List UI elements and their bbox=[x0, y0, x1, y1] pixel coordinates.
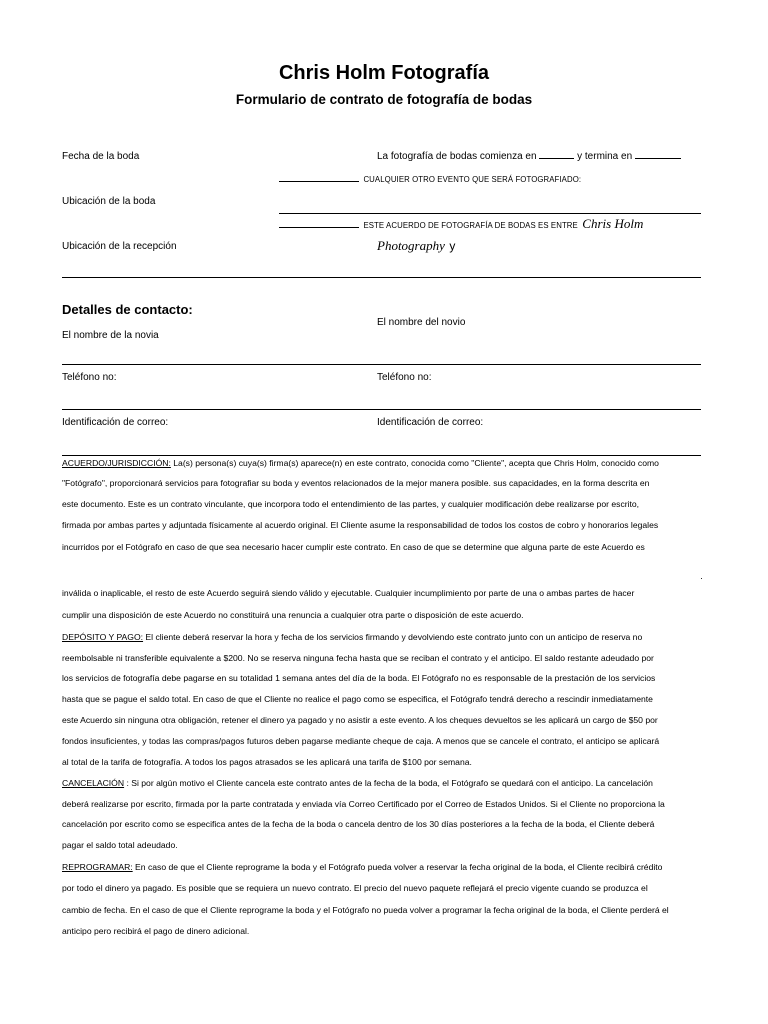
ends-text: y termina en bbox=[577, 151, 633, 162]
document-subtitle: Formulario de contrato de fotografía de bodas bbox=[235, 92, 533, 107]
location-line[interactable] bbox=[279, 213, 701, 214]
document-title: Chris Holm Fotografía bbox=[278, 62, 489, 84]
names-line[interactable] bbox=[62, 364, 701, 365]
reschedule-heading: REPROGRAMAR: bbox=[62, 862, 133, 872]
agreement-line: ACUERDO/JURISDICCIÓN: La(s) persona(s) cuya(s) firma(s) aparece(n) en este contrato, conocida como "Cliente", acepta que Chris Holm, conocido como bbox=[62, 458, 659, 468]
cancellation-line: pagar el saldo total adeudado. bbox=[62, 840, 178, 850]
bride-name-label: El nombre de la novia bbox=[62, 330, 159, 341]
stray-dot-mark: · bbox=[700, 573, 703, 583]
reschedule-line: REPROGRAMAR: En caso de que el Cliente reprograme la boda y el Fotógrafo pueda volver a reservar la fecha original de la boda, el Cliente recibirá crédito bbox=[62, 862, 663, 872]
cancellation-heading: CANCELACIÓN bbox=[62, 778, 125, 788]
agreement-line: "Fotógrafo", proporcionará servicios para fotografiar su boda y eventos relacionados de la mejor manera posible. sus capacidades, en la forma descrita en bbox=[62, 478, 650, 488]
groom-email-label: Identificación de correo: bbox=[377, 417, 484, 428]
company-name-part2: Photography bbox=[377, 238, 445, 253]
deposit-line: hasta que se pague el saldo total. En caso de que el Cliente no realice el pago como se especifica, el Fotógrafo tendrá derecho a rescindir inmediatamente bbox=[62, 694, 653, 704]
other-event-row bbox=[279, 169, 581, 187]
wedding-date-label: Fecha de la boda bbox=[62, 151, 140, 162]
company-suffix: y bbox=[449, 239, 456, 253]
contact-heading: Detalles de contacto: bbox=[62, 302, 193, 317]
cancellation-line: deberá realizarse por escrito, firmada por la parte contratada y enviada vía Correo Certificado por el Correo de Estados Unidos. Si el Cliente no proporciona la bbox=[62, 799, 665, 809]
agreement-parties-row bbox=[279, 215, 643, 233]
reception-line[interactable] bbox=[62, 277, 701, 278]
reschedule-line: anticipo pero recibirá el pago de dinero adicional. bbox=[62, 926, 250, 936]
deposit-line: DEPÓSITO Y PAGO: El cliente deberá reservar la hora y fecha de los servicios firmando y devolviendo este contrato junto con un anticipo de reserva no bbox=[62, 632, 643, 642]
wedding-location-label: Ubicación de la boda bbox=[62, 196, 156, 207]
cancellation-line: CANCELACIÓN : Si por algún motivo el Cliente cancela este contrato antes de la fecha de la boda, el Fotógrafo se quedará con el anticipo. La cancelación bbox=[62, 778, 653, 788]
emails-line[interactable] bbox=[62, 455, 701, 456]
starts-text: La fotografía de bodas comienza en bbox=[377, 151, 537, 162]
agreement-line: inválida o inaplicable, el resto de este Acuerdo seguirá siendo válido y ejecutable. Cualquier incumplimiento por parte de una o ambas partes de hacer bbox=[62, 588, 635, 598]
agreement-line: firmada por ambas partes y adjuntada físicamente al acuerdo original. El Cliente asume la responsabilidad de todos los costos de cobro y honorarios legales bbox=[62, 520, 659, 530]
deposit-line: este Acuerdo sin ninguna otra obligación, retener el dinero ya pagado y no asistir a este evento. A los cheques devueltos se les aplicará un cargo de $50 por bbox=[62, 715, 658, 725]
agreement-line: cumplir una disposición de este Acuerdo no constituirá una renuncia a cualquier otra parte o disposición de este acuerdo. bbox=[62, 610, 524, 620]
deposit-heading: DEPÓSITO Y PAGO: bbox=[62, 632, 144, 642]
company-name-part1: Chris Holm bbox=[582, 216, 644, 231]
agreement-text: ESTE ACUERDO DE FOTOGRAFÍA DE BODAS ES ENTRE bbox=[363, 221, 578, 230]
reception-location-label: Ubicación de la recepción bbox=[62, 241, 177, 252]
agreement-heading: ACUERDO/JURISDICCIÓN: bbox=[62, 458, 171, 468]
deposit-line: los servicios de fotografía debe pagarse en su totalidad 1 semana antes del día de la boda. El Fotógrafo no es responsable de la prestación de los servicios bbox=[62, 673, 656, 683]
end-time-blank[interactable] bbox=[635, 158, 681, 159]
deposit-line: fondos insuficientes, y todas las compras/pagos futuros deben pagarse mediante cheque de caja. A menos que se cancele el contrato, el anticipo se aplicará bbox=[62, 736, 660, 746]
client-name-blank[interactable] bbox=[279, 227, 359, 228]
reschedule-line: por todo el dinero ya pagado. Es posible que se requiera un nuevo contrato. El precio del nuevo paquete reflejará el precio vigente cuando se produzca el bbox=[62, 883, 648, 893]
phones-line[interactable] bbox=[62, 409, 701, 410]
agreement-line: incurridos por el Fotógrafo en caso de que sea necesario hacer cumplir este contrato. En caso de que se determine que alguna parte de este Acuerdo es bbox=[62, 542, 645, 552]
agreement-line: este documento. Este es un contrato vinculante, que incorpora todo el entendimiento de las partes, y cualquier modificación debe realizarse por escrito, bbox=[62, 499, 640, 509]
bride-email-label: Identificación de correo: bbox=[62, 417, 169, 428]
reschedule-line: cambio de fecha. En el caso de que el Cliente reprograme la boda y el Fotógrafo no pueda volver a programar la fecha original de la boda, el Cliente perderá el bbox=[62, 905, 669, 915]
company-name-row bbox=[377, 237, 455, 255]
groom-name-label: El nombre del novio bbox=[377, 317, 466, 328]
other-event-text: CUALQUIER OTRO EVENTO QUE SERÁ FOTOGRAFIADO: bbox=[363, 175, 582, 184]
deposit-line: reembolsable ni transferible equivalente a $200. No se reserva ninguna fecha hasta que se reciban el contrato y el anticipo. El saldo restante adeudado por bbox=[62, 653, 654, 663]
cancellation-line: cancelación por escrito como se especifica antes de la fecha de la boda o cancela dentro de los 30 días posteriores a la fecha de la boda, el Cliente deberá bbox=[62, 819, 655, 829]
start-time-blank[interactable] bbox=[539, 158, 574, 159]
wedding-times-row bbox=[377, 151, 681, 162]
other-event-blank[interactable] bbox=[279, 181, 359, 182]
bride-phone-label: Teléfono no: bbox=[62, 372, 117, 383]
groom-phone-label: Teléfono no: bbox=[377, 372, 432, 383]
deposit-line: al total de la tarifa de fotografía. A todos los pagos atrasados se les aplicará una tarifa de $100 por semana. bbox=[62, 757, 472, 767]
